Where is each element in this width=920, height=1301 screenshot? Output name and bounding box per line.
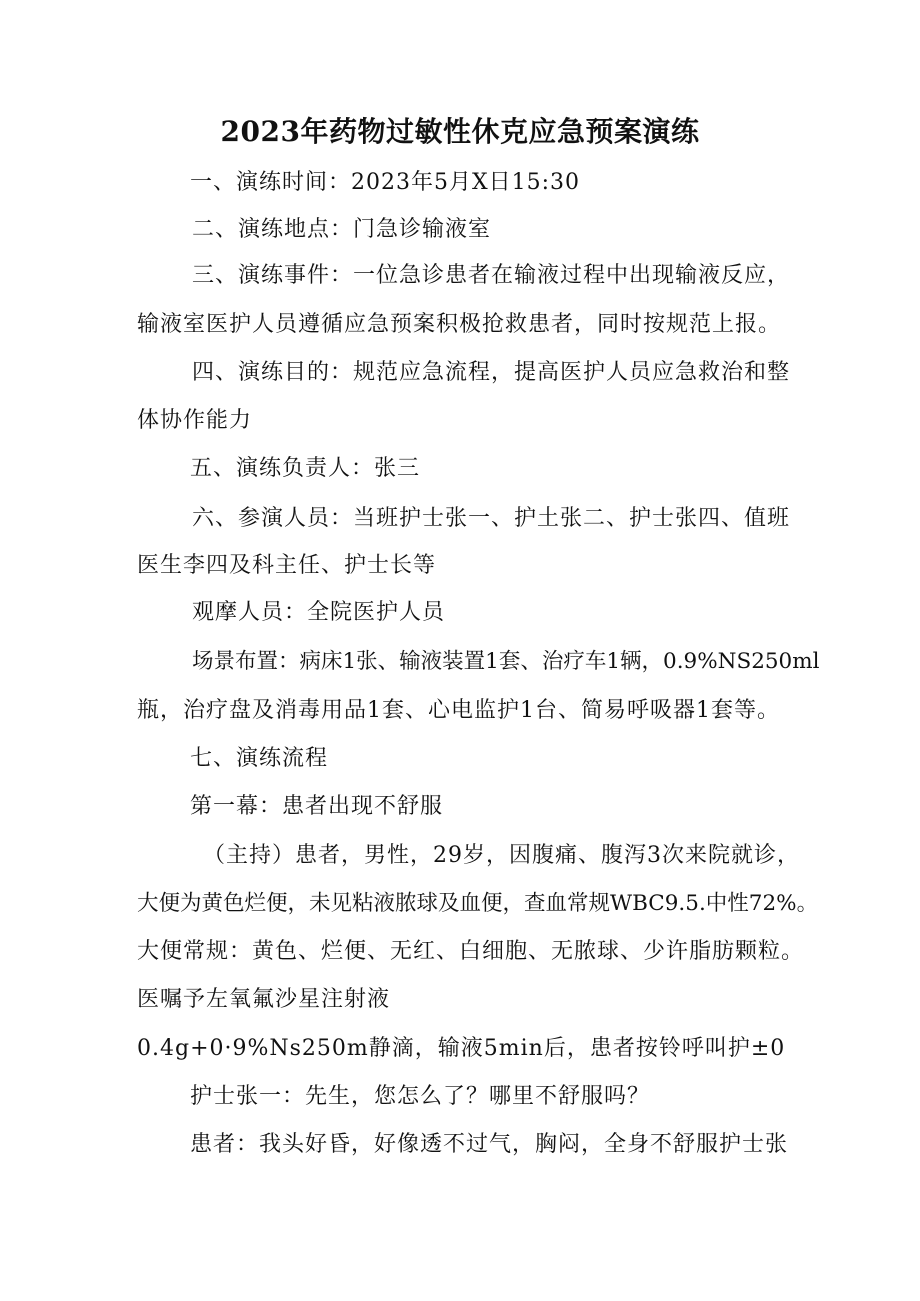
line-drill-process: 七、演练流程 bbox=[190, 746, 329, 771]
line-nurse-dialogue: 护士张一：先生，您怎么了？哪里不舒服吗？ bbox=[190, 1084, 651, 1109]
line-host-intro-cont1: 大便为黄色烂便，未见粘液脓球及血便，查血常规WBC9.5.中性72%。 bbox=[137, 891, 819, 916]
line-host-intro: （主持）患者，男性，29岁，因腹痛、腹泻3次来院就诊， bbox=[203, 843, 800, 868]
line-observers: 观摩人员：全院医护人员 bbox=[192, 600, 446, 625]
line-drill-event-cont: 输液室医护人员遵循应急预案积极抢救患者，同时按规范上报。 bbox=[137, 312, 782, 337]
line-drill-purpose: 四、演练目的：规范应急流程，提高医护人员应急救治和整 bbox=[192, 360, 791, 385]
line-drill-time: 一、演练时间：2023年5月X日15:30 bbox=[190, 170, 581, 195]
line-scene-setup: 场景布置：病床1张、输液装置1套、治疗车1辆，0.9%NS250ml bbox=[192, 649, 820, 674]
line-drill-purpose-cont: 体协作能力 bbox=[137, 408, 253, 433]
line-scene-setup-cont: 瓶，治疗盘及消毒用品1套、心电监护1台、简易呼吸器1套等。 bbox=[137, 698, 780, 723]
line-participants: 六、参演人员：当班护士张一、护土张二、护士张四、值班 bbox=[192, 506, 791, 531]
line-participants-cont: 医生李四及科主任、护士长等 bbox=[137, 553, 437, 578]
line-doctor-order: 医嘱予左氧氟沙星注射液 bbox=[137, 987, 391, 1012]
document-title: 2023年药物过敏性休克应急预案演练 bbox=[220, 115, 700, 148]
line-act-one: 第一幕：患者出现不舒服 bbox=[190, 794, 444, 819]
line-doctor-order-cont: 0.4g+0·9%Ns250m静滴，输液5min后，患者按铃呼叫护±0 bbox=[137, 1036, 786, 1061]
line-drill-leader: 五、演练负责人：张三 bbox=[190, 456, 421, 481]
line-drill-event: 三、演练事件：一位急诊患者在输液过程中出现输液反应， bbox=[192, 263, 791, 288]
line-host-intro-cont2: 大便常规：黄色、烂便、无红、白细胞、无脓球、少许脂肪颗粒。 bbox=[137, 939, 805, 964]
line-patient-dialogue: 患者：我头好昏，好像透不过气，胸闷，全身不舒服护士张 bbox=[190, 1132, 789, 1157]
line-drill-location: 二、演练地点：门急诊输液室 bbox=[192, 217, 492, 242]
